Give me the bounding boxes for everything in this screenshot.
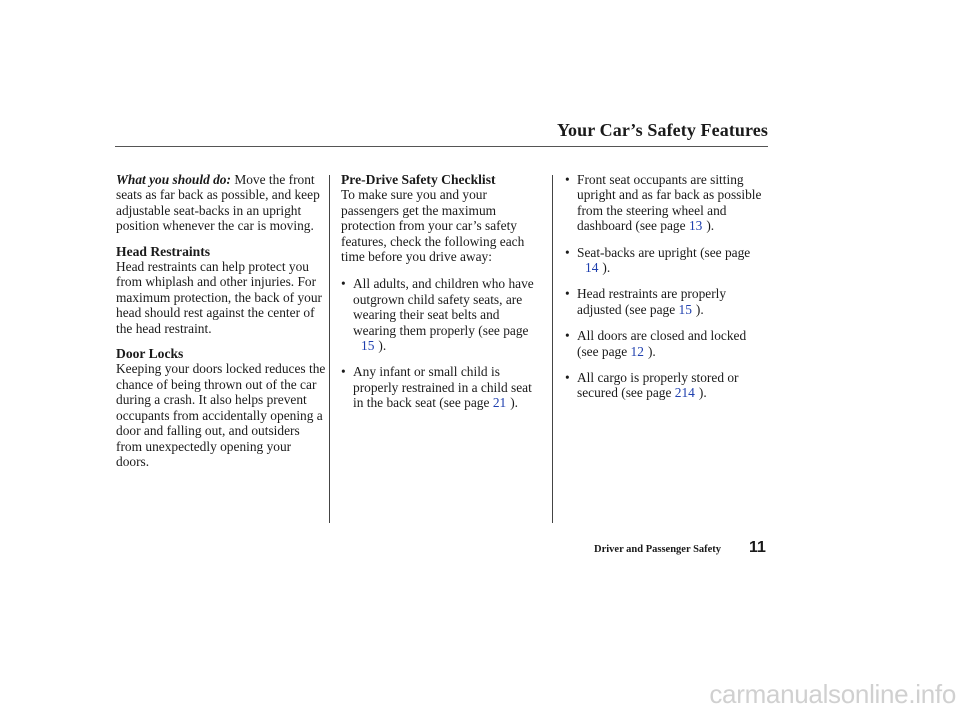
- page-link[interactable]: 14: [585, 260, 599, 276]
- column-right: [565, 172, 771, 401]
- column-middle: [341, 172, 545, 411]
- checklist-item-text: Front seat occupants are sitting upright and as far back as possible from the steering wheel and dashboard (see page: [577, 172, 762, 234]
- checklist-item-text: Any infant or small child is properly restrained in a child seat in the back seat (see page: [353, 364, 532, 411]
- page-link[interactable]: 15: [361, 338, 375, 354]
- page-number: 11: [749, 539, 766, 556]
- page-link[interactable]: 15: [678, 301, 692, 317]
- checklist-item-close: ).: [695, 301, 704, 317]
- checklist-item-text: All adults, and children who have outgrown child safety seats, are wearing their seat belts and wearing them properly (see page: [353, 276, 534, 338]
- header-rule: [115, 146, 768, 147]
- bullet-icon: •: [341, 276, 346, 292]
- checklist-item-close: ).: [647, 343, 656, 359]
- checklist-item-text: All cargo is properly stored or secured (see page: [577, 370, 739, 401]
- checklist-heading: Pre-Drive Safety Checklist: [341, 172, 496, 187]
- checklist-item-text: All doors are closed and locked (see page: [577, 328, 747, 359]
- checklist-intro: To make sure you and your passengers get the maximum protection from your car’s safety features, check the following each time before you drive away:: [341, 187, 525, 265]
- page-link[interactable]: 21: [492, 395, 507, 411]
- checklist-item: [565, 172, 771, 234]
- footer-section-title: Driver and Passenger Safety: [594, 544, 722, 555]
- door-locks-text: Keeping your doors locked reduces the chance of being thrown out of the car during a crash. It also helps prevent occupants from accidentally opening a door and falling out, and outsiders from unexpectedly opening your doors.: [116, 361, 326, 469]
- bullet-icon: •: [565, 328, 570, 344]
- lead-label: What you should do:: [116, 172, 231, 187]
- checklist-item-text: Head restraints are properly adjusted (see page: [577, 286, 727, 317]
- lead-text: Move the front seats as far back as possible, and keep adjustable seat-backs in an upright position whenever the car is moving.: [116, 172, 320, 234]
- checklist-item-close: ).: [510, 395, 519, 411]
- checklist-item-close: ).: [698, 385, 707, 401]
- head-restraints-heading: Head Restraints: [116, 243, 211, 259]
- seating-paragraph: [116, 172, 326, 234]
- bullet-icon: •: [341, 364, 346, 380]
- bullet-icon: •: [565, 244, 570, 260]
- checklist-item: [565, 245, 771, 276]
- page-link[interactable]: 214: [674, 385, 695, 401]
- checklist-item: [565, 286, 771, 317]
- bullet-icon: •: [565, 172, 570, 187]
- head-restraints-text: Head restraints can help protect you from whiplash and other injuries. For maximum protection, the back of your head should rest against the center of the head restraint.: [116, 259, 323, 336]
- checklist-item: [341, 364, 545, 410]
- checklist-item: [341, 276, 545, 353]
- column-left: [116, 172, 326, 469]
- watermark-logo: carmanualsonline.info: [709, 679, 956, 709]
- checklist-item: [565, 328, 771, 359]
- column-divider-2: [552, 175, 553, 523]
- checklist-item-text: Seat-backs are upright (see page: [577, 244, 751, 260]
- checklist-item-close: ).: [378, 338, 387, 354]
- bullet-icon: •: [565, 286, 570, 302]
- bullet-icon: •: [565, 370, 570, 386]
- column-divider-1: [329, 175, 330, 523]
- door-locks-heading: Door Locks: [116, 346, 184, 362]
- checklist-item: [565, 370, 771, 401]
- page-link[interactable]: 13: [688, 218, 703, 234]
- page-link[interactable]: 12: [630, 343, 644, 359]
- checklist-item-close: ).: [706, 218, 715, 234]
- page-title: Your Car’s Safety Features: [556, 120, 768, 140]
- checklist-item-close: ).: [602, 260, 611, 276]
